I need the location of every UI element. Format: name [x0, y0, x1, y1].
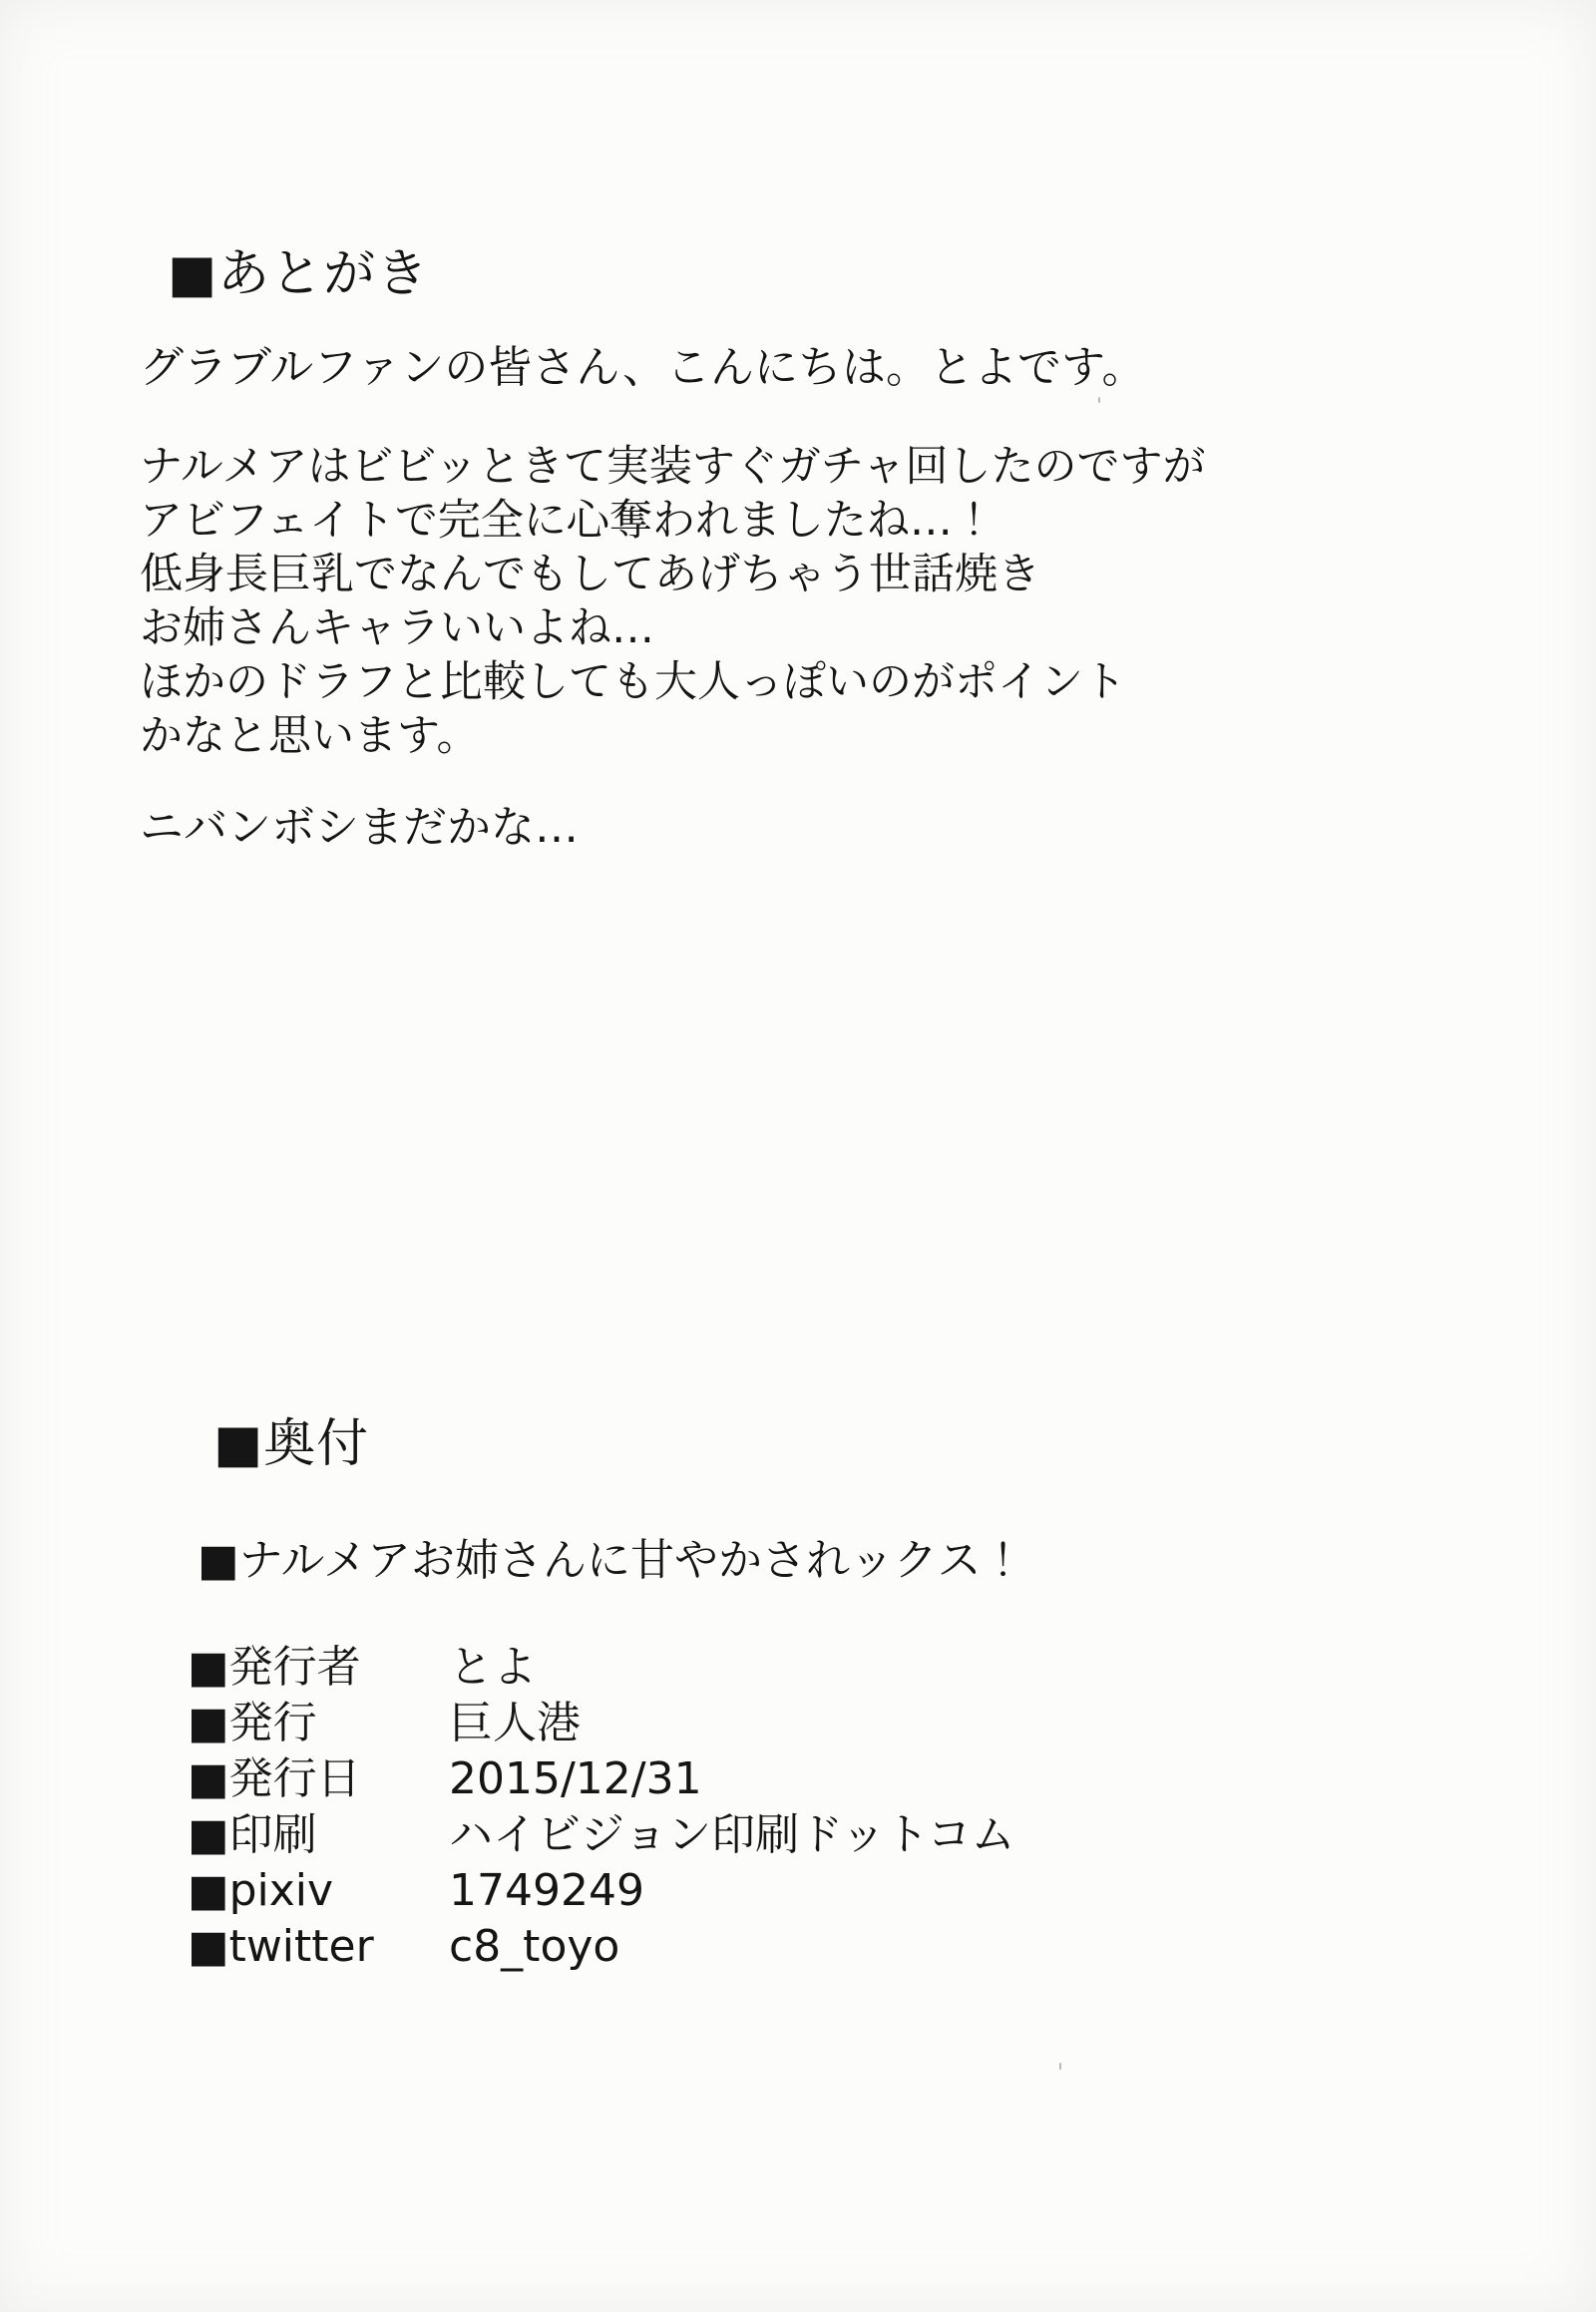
colophon-row-pixiv: [188, 1863, 1015, 1919]
colophon-row-value: 2015/12/31: [449, 1753, 702, 1804]
paragraph-line: アビフェイトで完全に心奪われましたね…！: [140, 496, 996, 546]
paragraph-line: 低身長巨乳でなんでもしてあげちゃう世話焼き: [140, 550, 1040, 599]
colophon-row-value: 巨人港: [449, 1698, 581, 1748]
scan-speck: [1059, 2063, 1061, 2070]
colophon-row-label: ■pixiv: [188, 1865, 334, 1916]
colophon-row-value: とよ: [449, 1642, 537, 1693]
colophon-row-publish-date: [188, 1751, 1015, 1807]
afterword-greeting: グラブルファンの皆さん、こんにちは。とよです。: [140, 342, 1146, 393]
colophon-row-label: ■twitter: [188, 1921, 374, 1972]
colophon-row-publisher: [188, 1640, 1015, 1696]
colophon-row-label: ■発行者: [188, 1642, 361, 1693]
colophon-row-twitter: [188, 1919, 1015, 1975]
paragraph-line: ナルメアはビビッときて実装すぐガチャ回したのですが: [140, 442, 1206, 492]
colophon-row-printer: [188, 1807, 1015, 1863]
scan-speck: [1098, 397, 1100, 403]
colophon-row-value: c8_toyo: [449, 1921, 620, 1972]
afterword-closing-line: ニバンボシまだかな…: [140, 802, 579, 853]
colophon-row-value: 1749249: [449, 1865, 644, 1916]
colophon-row-label: ■印刷: [188, 1809, 317, 1860]
paragraph-line: ほかのドラフと比較しても大人っぽいのがポイント: [140, 657, 1126, 707]
colophon-row-label: ■発行: [188, 1698, 317, 1748]
paragraph-line: お姉さんキャラいいよね…: [140, 603, 654, 653]
afterword-heading: ■あとがき: [168, 244, 430, 304]
colophon-row-circle: [188, 1696, 1015, 1751]
colophon-row-label: ■発行日: [188, 1753, 361, 1804]
colophon-row-value: ハイビジョン印刷ドットコム: [449, 1809, 1015, 1860]
book-title: ■ナルメアお姉さんに甘やかされックス！: [198, 1535, 1025, 1586]
afterword-paragraph: [140, 440, 1206, 763]
colophon-rows: [188, 1640, 1015, 1975]
colophon-heading: ■奥付: [213, 1414, 370, 1474]
paragraph-line: かなと思います。: [140, 711, 480, 761]
